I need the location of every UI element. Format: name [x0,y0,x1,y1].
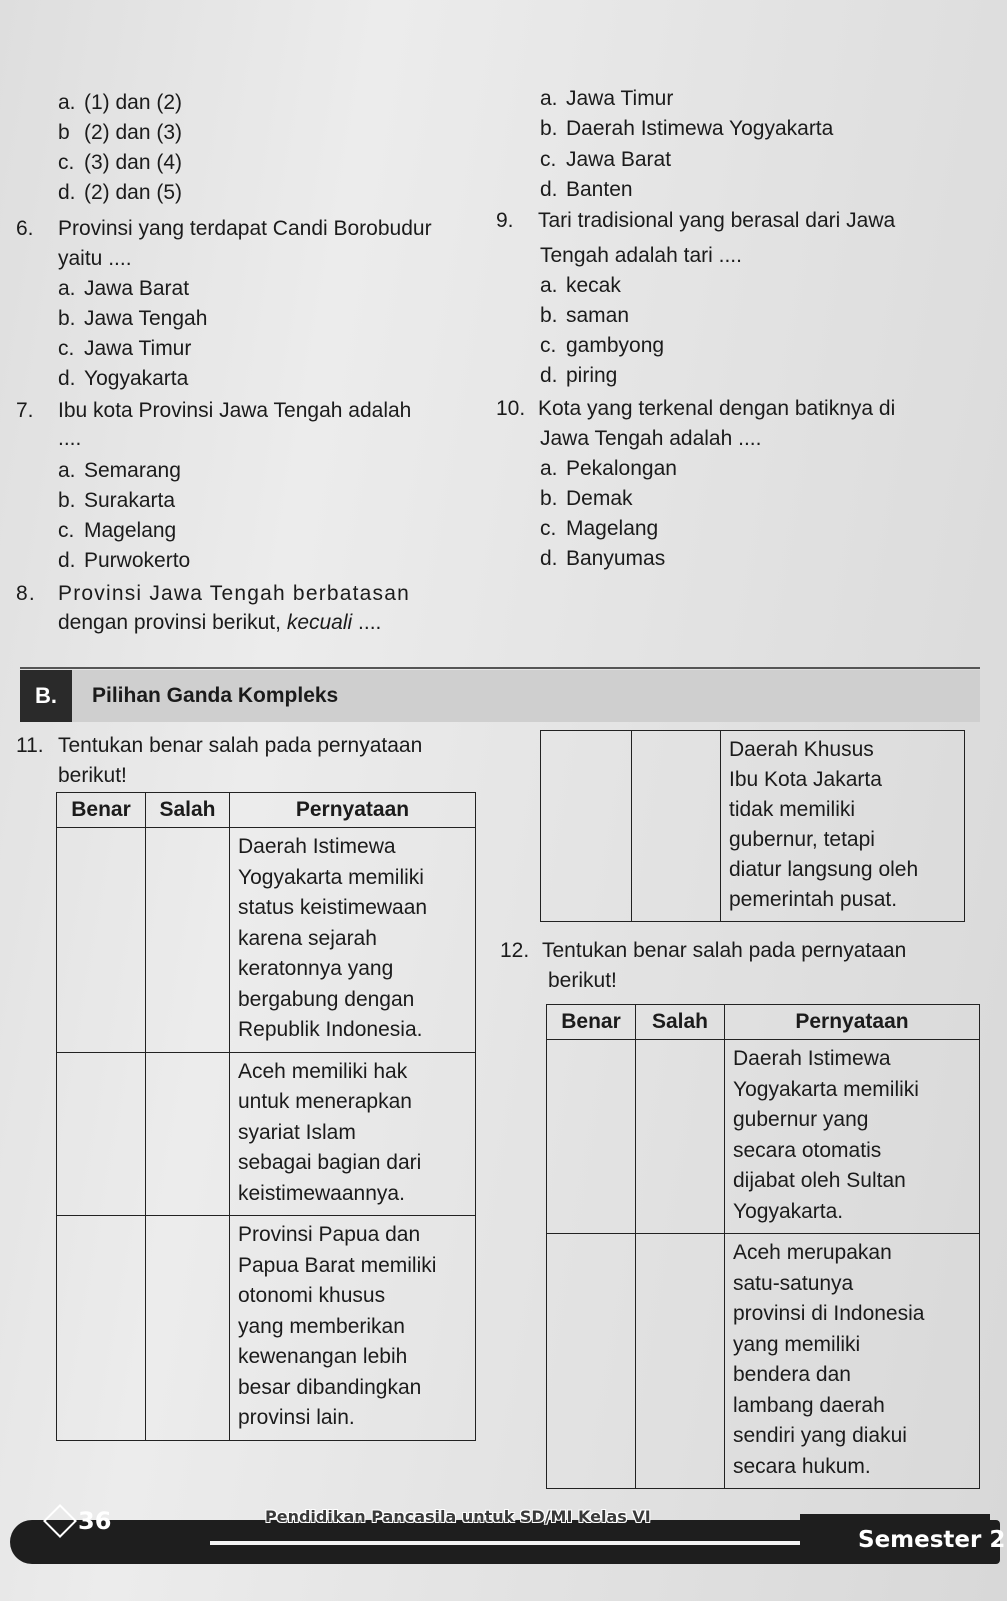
statement-line: yang memberikan [238,1314,405,1338]
option-label: d. [58,549,76,572]
question-number: 9. [496,209,514,232]
option-text: Jawa Timur [84,337,192,360]
section-divider [20,667,980,669]
option-text: kecak [566,274,621,297]
benar-cell[interactable] [57,828,146,1053]
q10-option-a[interactable] [540,458,677,479]
statement-line: tidak memiliki [729,798,856,821]
option-text: Surakarta [84,489,176,512]
statement-line: sebagai bagian dari [238,1151,422,1174]
option-label: c. [58,337,75,360]
statement-line: yang memiliki [733,1332,861,1356]
q9-stem [496,210,895,231]
question-number: 12. [500,939,530,962]
q-right-option-b[interactable] [540,118,833,139]
q11-table [56,792,476,1441]
option-text: (2) dan (5) [84,181,183,204]
statement-line: provinsi di Indonesia [733,1302,925,1325]
option-label: c. [540,517,557,540]
statement-line: untuk menerapkan [238,1090,412,1113]
question-number: 8. [16,582,36,605]
statement-line: Yogyakarta memiliki [733,1077,919,1101]
statement-cell [721,731,965,922]
question-text: Kota yang terkenal dengan batiknya di [538,397,896,420]
statement-line: Daerah Istimewa [238,835,396,858]
table-row [57,1052,476,1216]
option-label: c. [540,148,557,171]
salah-cell[interactable] [146,1216,230,1441]
q7-option-a[interactable] [58,460,181,481]
statement-line: bergabung dengan [238,987,415,1011]
q9-option-d[interactable] [540,365,617,386]
option-text: Semarang [84,459,181,482]
q6-option-b[interactable] [58,308,207,329]
q12-table [546,1004,980,1489]
q11-continuation-table [540,730,965,922]
benar-cell[interactable] [547,1040,636,1234]
option-label: a. [58,277,76,300]
benar-cell[interactable] [547,1234,636,1489]
question-text: Ibu kota Provinsi Jawa Tengah adalah [58,399,412,422]
option-text: Daerah Istimewa Yogyakarta [566,117,834,140]
statement-line: pemerintah pusat. [729,888,898,911]
statement-line: Provinsi Papua dan [238,1223,421,1246]
q8-stem-line2 [58,612,381,633]
q7-option-d[interactable] [58,550,190,571]
statement-line: status keistimewaan [238,896,428,919]
question-number: 11. [16,734,44,757]
statement-line: karena sejarah [238,926,377,950]
footer-stripe [210,1541,800,1545]
option-label: b. [540,117,558,140]
option-label: a. [540,457,558,480]
statement-cell [725,1040,980,1234]
q10-stem-line2: Jawa Tengah adalah .... [540,427,762,450]
option-text: Pekalongan [566,457,677,480]
q6-option-c[interactable] [58,338,191,359]
q-right-option-c[interactable] [540,149,671,170]
question-number: 6. [16,217,34,240]
option-text: Magelang [566,517,659,540]
option-label: a. [540,274,558,297]
semester-label: Semester 2 [858,1527,1006,1553]
option-label: d. [540,547,558,570]
statement-line: Aceh merupakan [733,1241,892,1264]
statement-cell [230,828,476,1053]
option-label: d. [540,178,558,201]
question-text: .... [352,611,382,634]
page-number: 36 [78,1507,112,1535]
option-text: Jawa Barat [566,148,672,171]
option-text: Banten [566,178,633,201]
option-text: (1) dan (2) [84,91,183,114]
col-benar: Benar [57,793,146,828]
statement-line: provinsi lain. [238,1406,355,1429]
statement-line: lambang daerah [733,1393,885,1417]
option-label: d. [540,364,558,387]
statement-line: besar dibandingkan [238,1375,422,1399]
q10-option-b[interactable] [540,488,633,509]
option-text: (3) dan (4) [84,151,183,174]
benar-cell[interactable] [57,1052,146,1216]
option-text: Demak [566,487,633,510]
q11-stem [16,735,422,756]
book-title: Pendidikan Pancasila untuk SD/MI Kelas VI [265,1507,651,1526]
q6-stem [16,218,432,239]
q-right-option-d[interactable] [540,179,633,200]
q7-stem [16,400,411,421]
q5-option-c[interactable] [58,152,182,173]
statement-line: secara otomatis [733,1138,882,1162]
benar-cell[interactable] [57,1216,146,1441]
option-text: gambyong [566,334,665,357]
table-row [57,828,476,1053]
statement-line: otonomi khusus [238,1284,386,1307]
section-letter: B. [20,670,72,722]
q6-stem-line2: yaitu .... [58,247,132,270]
col-benar: Benar [547,1005,636,1040]
q6-option-a[interactable] [58,278,189,299]
statement-line: keistimewaannya. [238,1181,405,1205]
q9-option-c[interactable] [540,335,664,356]
statement-line: diatur langsung oleh [729,858,919,881]
statement-line: keratonnya yang [238,957,394,980]
question-text: dengan provinsi berikut, [58,611,287,634]
q9-option-a[interactable] [540,275,621,296]
option-text: (2) dan (3) [84,121,183,144]
option-label: a. [58,91,76,114]
table-row [57,1216,476,1441]
q8-stem [16,583,410,604]
statement-line: Ibu Kota Jakarta [729,768,882,791]
question-text: Tentukan benar salah pada pernyataan [542,939,907,962]
statement-line: syariat Islam [238,1120,356,1144]
q5-option-b[interactable] [58,122,182,143]
q7-option-c[interactable] [58,520,176,541]
q7-option-b[interactable] [58,490,175,511]
q9-stem-line2: Tengah adalah tari .... [540,244,742,267]
q5-option-d[interactable] [58,182,182,203]
statement-line: secara hukum. [733,1454,871,1478]
question-text: Provinsi yang terdapat Candi Borobudur [58,217,432,240]
q5-option-a[interactable] [58,92,182,113]
statement-line: satu-satunya [733,1271,854,1295]
option-label: d. [58,367,76,390]
col-pernyataan: Pernyataan [725,1005,980,1040]
q6-option-d[interactable] [58,368,188,389]
option-text: Jawa Timur [566,87,674,110]
table-header-row [547,1005,980,1040]
salah-cell[interactable] [632,731,721,922]
salah-cell[interactable] [146,828,230,1053]
question-text: Provinsi Jawa Tengah berbatasan [58,582,411,605]
q12-stem-line2: berikut! [548,969,617,992]
option-label: b. [540,304,558,327]
q11-stem-line2: berikut! [58,764,127,787]
statement-line: gubernur yang [733,1108,869,1131]
question-number: 7. [16,399,34,422]
option-label: a. [540,87,558,110]
option-label: b. [540,487,558,510]
statement-line: sendiri yang diakui [733,1424,907,1447]
option-label: c. [58,519,75,542]
statement-line: gubernur, tetapi [729,828,875,851]
statement-line: Daerah Khusus [729,738,874,761]
statement-line: kewenangan lebih [238,1345,408,1368]
section-header [20,670,980,722]
option-label: b [58,121,70,144]
benar-cell[interactable] [541,731,632,922]
statement-line: bendera dan [733,1363,851,1386]
statement-line: Republik Indonesia. [238,1018,423,1041]
salah-cell[interactable] [636,1040,725,1234]
question-text: Tentukan benar salah pada pernyataan [58,734,423,757]
option-text: Jawa Barat [84,277,190,300]
table-header-row [57,793,476,828]
option-label: c. [58,151,75,174]
option-text: Banyumas [566,547,666,570]
option-label: d. [58,181,76,204]
q12-stem [500,940,906,961]
option-label: a. [58,459,76,482]
option-text: Jawa Tengah [84,307,208,330]
option-label: b. [58,489,76,512]
emphasis: kecuali [286,611,353,634]
page-footer [0,1505,1007,1575]
statement-line: Papua Barat memiliki [238,1253,437,1277]
option-text: piring [566,364,618,387]
statement-cell [230,1216,476,1441]
q9-option-b[interactable] [540,305,629,326]
q10-stem [496,398,895,419]
question-text: Tari tradisional yang berasal dari Jawa [538,209,896,232]
col-salah: Salah [146,793,230,828]
option-text: Purwokerto [84,549,191,572]
col-pernyataan: Pernyataan [230,793,476,828]
statement-line: Yogyakarta memiliki [238,865,424,889]
option-text: saman [566,304,630,327]
salah-cell[interactable] [146,1052,230,1216]
q-right-option-a[interactable] [540,88,673,109]
statement-cell [230,1052,476,1216]
col-salah: Salah [636,1005,725,1040]
statement-line: Daerah Istimewa [733,1047,891,1070]
section-title: Pilihan Ganda Kompleks [92,684,339,707]
salah-cell[interactable] [636,1234,725,1489]
table-row [547,1234,980,1489]
option-label: b. [58,307,76,330]
option-text: Yogyakarta [84,367,189,390]
table-row [547,1040,980,1234]
table-row [541,731,965,922]
q7-stem-line2: .... [58,427,82,450]
statement-line: dijabat oleh Sultan [733,1169,906,1192]
option-text: Magelang [84,519,177,542]
q10-option-c[interactable] [540,518,658,539]
statement-line: Aceh memiliki hak [238,1059,408,1083]
statement-cell [725,1234,980,1489]
option-label: c. [540,334,557,357]
q10-option-d[interactable] [540,548,665,569]
statement-line: Yogyakarta. [733,1199,844,1223]
question-number: 10. [496,397,526,420]
